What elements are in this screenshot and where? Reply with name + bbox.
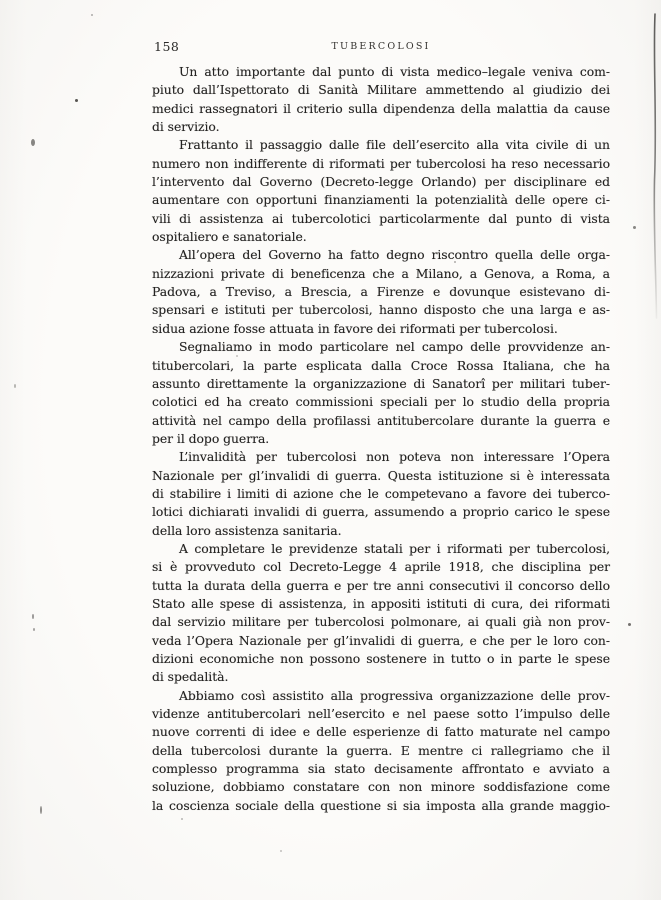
ink-speck: [181, 818, 183, 820]
text-line: della loro assistenza sanitaria.: [152, 522, 342, 538]
text-line: sidua azione fosse attuata in favore dei riformati per tubercolosi.: [152, 320, 558, 336]
paragraph: [152, 136, 610, 246]
text-line: piuto dall’Ispettorato di Sanità Militare ammettendo al giudizio dei: [152, 82, 610, 98]
text-line: Un atto importante dal punto di vista medico–legale veniva com-: [179, 64, 610, 79]
text-line: di servizio.: [152, 119, 220, 135]
text-line: della tubercolosi durante la guerra. E mentre ci rallegriamo che il: [152, 742, 610, 758]
running-title: TUBERCOLOSI: [331, 41, 431, 52]
text-line: vili di assistenza ai tubercolotici particolarmente dal punto di vista: [152, 210, 610, 226]
text-line: Abbiamo così assistito alla progressiva organizzazione delle prov-: [179, 687, 610, 703]
text-line: Segnaliamo in modo particolare nel campo delle provvidenze an-: [179, 339, 610, 355]
text-line: colotici ed ha creato commissioni speciali per lo studio della propria: [152, 394, 610, 410]
text-line: All’opera del Governo ha fatto degno riscontro quella delle orga-: [179, 247, 610, 263]
page-number: 158: [154, 39, 180, 54]
page-edge-scan-line: [647, 0, 661, 330]
text-line: assunto direttamente la organizzazione di Sanatorî per militari tuber-: [152, 375, 610, 391]
text-line: nuove correnti di idee e delle esperienze di fatto maturate nel campo: [152, 724, 610, 740]
text-line: lotici dichiarati invalidi di guerra, assumendo a proprio carico le spese: [152, 504, 610, 520]
paragraph: [152, 338, 610, 448]
paragraph: [152, 687, 610, 815]
text-line: attività nel campo della profilassi antitubercolare durante la guerra e: [152, 412, 610, 428]
text-line: titubercolari, la parte esplicata dalla Croce Rossa Italiana, che ha: [152, 357, 610, 373]
ink-speck: [40, 806, 42, 814]
page-header: [152, 39, 610, 57]
ink-speck: [75, 99, 78, 102]
text-line: l’intervento dal Governo (Decreto-legge Orlando) per disciplinare ed: [152, 174, 610, 190]
paragraph: [152, 246, 610, 338]
page-body-text: [152, 63, 610, 815]
text-line: dal servizio militare per tubercolosi polmonare, ai quali già non prov-: [152, 614, 610, 630]
ink-speck: [14, 384, 16, 388]
text-line: di stabilire i limiti di azione che le competevano a favore dei tuberco-: [152, 485, 610, 501]
text-line: medici rassegnatori il criterio sulla dipendenza della malattia da cause: [152, 100, 610, 116]
ink-speck: [32, 614, 34, 619]
text-line: Stato alle spese di assistenza, in appositi istituti di cura, dei riformati: [152, 595, 610, 611]
text-line: per il dopo guerra.: [152, 430, 270, 446]
text-line: Padova, a Treviso, a Brescia, a Firenze e dovunque esistevano di-: [152, 284, 610, 300]
text-line: la coscienza sociale della questione si sia imposta alla grande maggio-: [152, 797, 610, 813]
paragraph: [152, 63, 610, 136]
ink-speck: [280, 850, 282, 852]
ink-speck: [33, 628, 35, 631]
text-line: A completare le previdenze statali per i riformati per tubercolosi,: [179, 540, 610, 556]
paragraph: [152, 540, 610, 687]
text-line: nizzazioni private di beneficenza che a Milano, a Genova, a Roma, a: [152, 265, 610, 281]
text-line: spensari e istituti per tubercolosi, hanno disposto che una larga e as-: [152, 302, 610, 318]
text-line: numero non indifferente di riformati per tubercolosi ha reso necessario: [152, 155, 610, 171]
ink-speck: [628, 623, 631, 626]
paragraph: [152, 448, 610, 540]
text-line: dizioni economiche non possono sostenere in tutto o in parte le spese: [152, 651, 610, 666]
ink-speck: [91, 14, 93, 16]
text-line: Nazionale per gl’invalidi di guerra. Questa istituzione si è interessata: [152, 467, 610, 483]
text-line: videnze antitubercolari nell’esercito e nel paese sotto l’impulso delle: [152, 706, 610, 722]
text-line: Frattanto il passaggio dalle file dell’esercito alla vita civile di un: [179, 137, 610, 153]
text-line: di spedalità.: [152, 669, 229, 685]
text-line: L’invalidità per tubercolosi non poteva non interessare l’Opera: [179, 449, 610, 465]
text-line: ospitaliero e sanatoriale.: [152, 229, 307, 245]
ink-speck: [31, 139, 35, 146]
text-line: tutta la durata della guerra e per tre anni consecutivi il concorso dello: [152, 577, 610, 593]
ink-speck: [633, 226, 636, 229]
text-line: complesso programma sia stato decisamente affrontato e avviato a: [152, 761, 610, 777]
text-line: soluzione, dobbiamo constatare con non minore soddisfazione come: [152, 779, 610, 795]
text-line: si è provveduto col Decreto-Legge 4 aprile 1918, che disciplina per: [152, 559, 610, 575]
text-line: veda l’Opera Nazionale per gl’invalidi di guerra, e che per le loro con-: [152, 632, 610, 648]
text-line: aumentare con opportuni finanziamenti la potenzialità delle opere ci-: [152, 192, 610, 208]
